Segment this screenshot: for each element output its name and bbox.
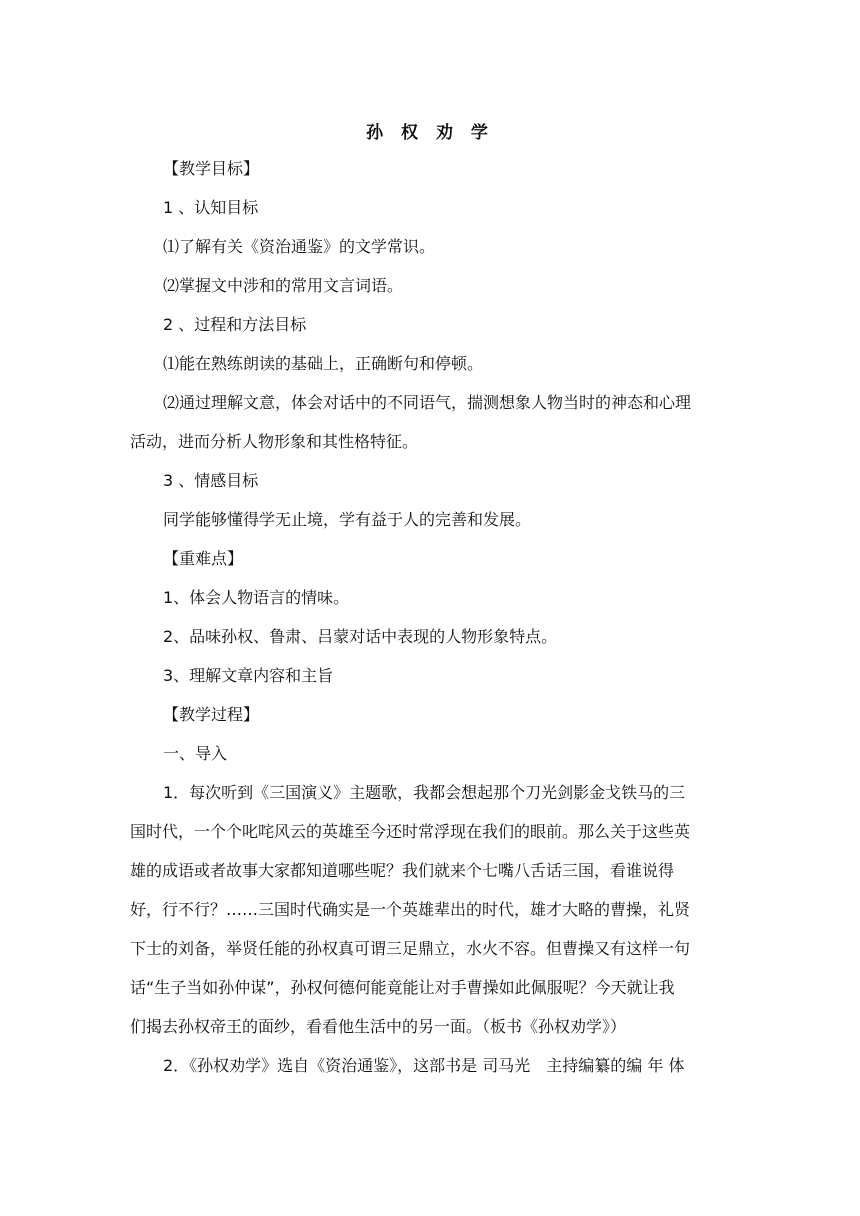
document-title: 孙 权 劝 学 bbox=[366, 123, 494, 143]
list-item: 2、品味孙权、鲁肃、吕蒙对话中表现的人物形象特点。 bbox=[163, 627, 558, 646]
list-item: ⑵掌握文中涉和的常用文言词语。 bbox=[163, 276, 404, 295]
paragraph-line: 们揭去孙权帝王的面纱，看看他生活中的另一面。（板书《孙权劝学》） bbox=[130, 1017, 627, 1036]
list-item: ⑴了解有关《资治通鉴》的文学常识。 bbox=[163, 237, 436, 256]
subheading-emotional-goals: 3 、情感目标 bbox=[163, 471, 259, 490]
paragraph-line: 活动，进而分析人物形象和其性格特征。 bbox=[130, 432, 419, 451]
paragraph-line: 雄的成语或者故事大家都知道哪些呢？我们就来个七嘴八舌话三国，看谁说得 bbox=[130, 861, 675, 880]
paragraph-line: 好，行不行？……三国时代确实是一个英雄辈出的时代，雄才大略的曹操，礼贤 bbox=[130, 900, 691, 919]
paragraph-line: 国时代，一个个叱咤风云的英雄至今还时常浮现在我们的眼前。那么关于这些英 bbox=[130, 822, 691, 841]
section-heading-intro: 一、导入 bbox=[163, 744, 228, 763]
paragraph-line: 2．《孙权劝学》选自《资治通鉴》，这部书是 司马光 主持编纂的编 年 体 bbox=[163, 1056, 685, 1075]
heading-teaching-process: 【教学过程】 bbox=[163, 705, 260, 724]
list-item: ⑴能在熟练朗读的基础上，正确断句和停顿。 bbox=[163, 354, 484, 373]
subheading-cognitive-goals: 1 、认知目标 bbox=[163, 198, 259, 217]
heading-key-points: 【重难点】 bbox=[163, 549, 244, 568]
paragraph-line: 同学能够懂得学无止境，学有益于人的完善和发展。 bbox=[163, 510, 532, 529]
list-item: 1、体会人物语言的情味。 bbox=[163, 588, 350, 607]
paragraph-line: 话“生子当如孙仲谋”，孙权何德何能竟能让对手曹操如此佩服呢？今天就让我 bbox=[130, 978, 675, 997]
list-item: 3、理解文章内容和主旨 bbox=[163, 666, 334, 685]
subheading-process-goals: 2 、过程和方法目标 bbox=[163, 315, 307, 334]
paragraph-line: 1．每次听到《三国演义》主题歌，我都会想起那个刀光剑影金戈铁马的三 bbox=[163, 783, 686, 802]
paragraph-line: 下士的刘备，举贤任能的孙权真可谓三足鼎立，水火不容。但曹操又有这样一句 bbox=[130, 939, 691, 958]
heading-teaching-goals: 【教学目标】 bbox=[163, 159, 260, 178]
paragraph-line: ⑵通过理解文意，体会对话中的不同语气，揣测想象人物当时的神态和心理 bbox=[163, 393, 692, 412]
